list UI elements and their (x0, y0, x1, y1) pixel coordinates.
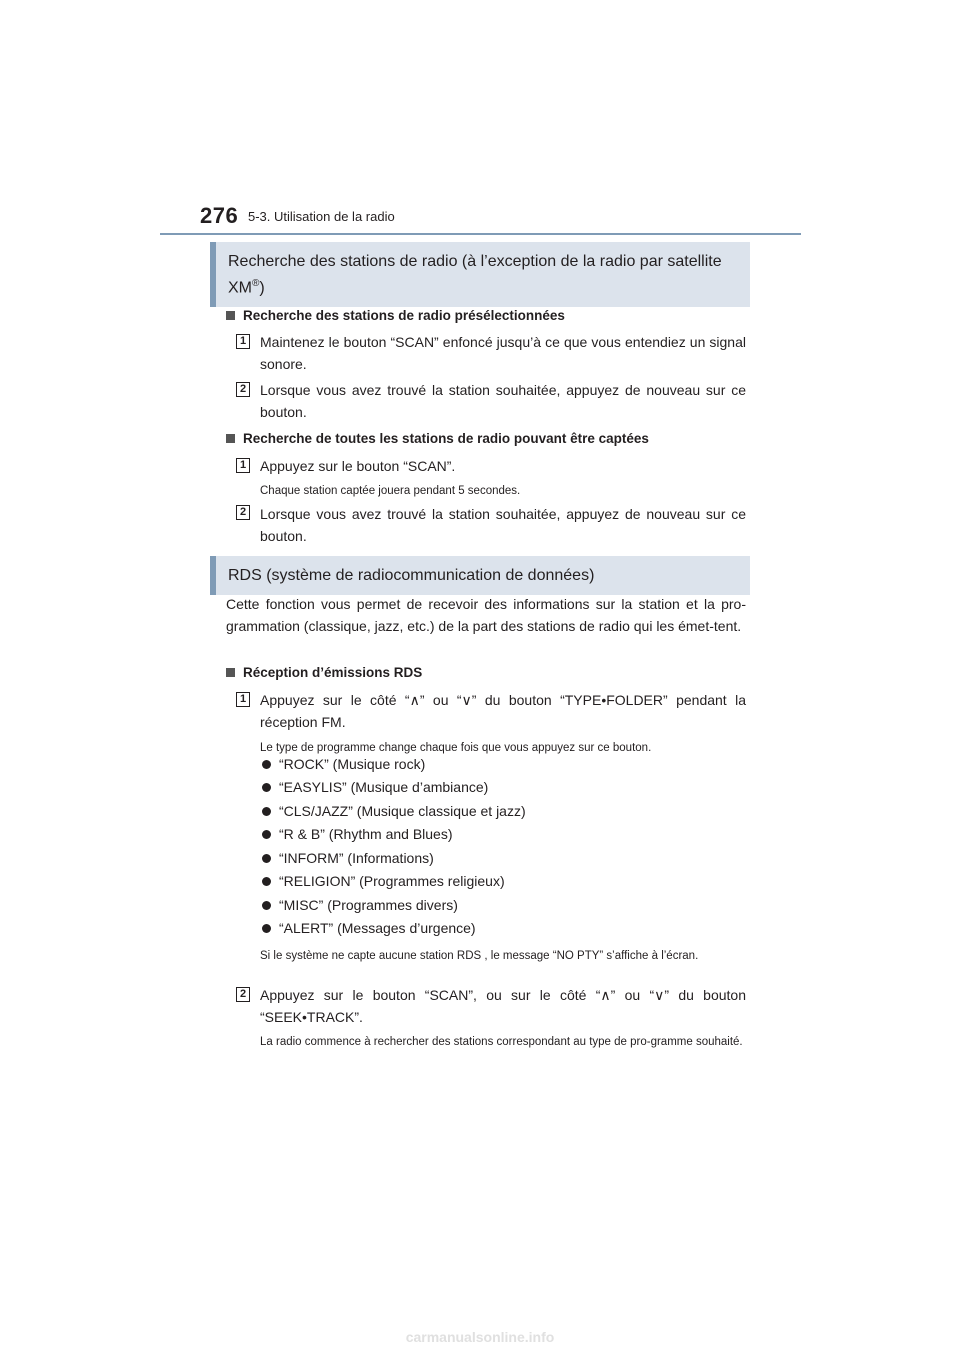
program-type-item: “INFORM” (Informations) (262, 850, 434, 866)
step-note: Chaque station captée jouera pendant 5 secondes. (260, 485, 521, 497)
no-pty-note: Si le système ne capte aucune station RDS , le message “NO PTY” s’affiche à l’écran. (260, 950, 699, 962)
section-heading-line1: Recherche des stations de radio (à l’exception de la radio par satellite (228, 253, 722, 270)
subsection-title: Réception d’émissions RDS (243, 665, 423, 680)
registered-mark: ® (252, 278, 260, 289)
square-bullet-icon (226, 434, 235, 443)
section-heading-text: RDS (système de radiocommunication de données) (228, 567, 595, 584)
section-heading-close: ) (259, 279, 265, 297)
program-type-item: “EASYLIS” (Musique d’ambiance) (262, 779, 488, 795)
section-heading-rds (210, 556, 750, 595)
square-bullet-icon (226, 668, 235, 677)
section-heading-xm: XM (228, 279, 252, 297)
bullet-dot-icon (262, 807, 271, 816)
section-title: 5-3. Utilisation de la radio (248, 209, 395, 224)
step-number-badge: 2 (236, 987, 250, 1002)
watermark-logo: carmanualsonline.info (405, 1329, 555, 1345)
step-number-badge: 1 (236, 692, 250, 707)
bullet-dot-icon (262, 830, 271, 839)
bullet-dot-icon (262, 901, 271, 910)
subsection-preset-search (226, 308, 565, 323)
step-note: La radio commence à rechercher des stations correspondant au type de pro-gramme souhaité. (260, 1036, 743, 1048)
step-number-badge: 1 (236, 458, 250, 473)
step-number-badge: 1 (236, 334, 250, 349)
bullet-dot-icon (262, 760, 271, 769)
step-text: Lorsque vous avez trouvé la station souhaitée, appuyez de nouveau sur ce bouton. (260, 506, 746, 544)
page-number: 276 (200, 203, 239, 228)
program-type-item: “R & B” (Rhythm and Blues) (262, 826, 453, 842)
bullet-dot-icon (262, 854, 271, 863)
step-note: Le type de programme change chaque fois que vous appuyez sur ce bouton. (260, 742, 652, 754)
intro-paragraph: Cette fonction vous permet de recevoir des informations sur la station et la pro-grammation (classique, jazz, etc.) de la part des stations de radio qui les émet-tent. (226, 596, 746, 634)
header-divider (160, 233, 801, 235)
subsection-all-stations (226, 431, 649, 446)
bullet-dot-icon (262, 783, 271, 792)
step-text: Maintenez le bouton “SCAN” enfoncé jusqu’à ce que vous entendiez un signal sonore. (260, 334, 746, 372)
section-heading-search (210, 242, 750, 307)
step-text: Appuyez sur le bouton “SCAN”, ou sur le côté “∧” ou “∨” du bouton “SEEK•TRACK”. (260, 987, 746, 1025)
program-type-item: “MISC” (Programmes divers) (262, 897, 458, 913)
square-bullet-icon (226, 311, 235, 320)
step-text: Appuyez sur le côté “∧” ou “∨” du bouton “TYPE•FOLDER” pendant la réception FM. (260, 692, 746, 730)
step-text: Lorsque vous avez trouvé la station souhaitée, appuyez de nouveau sur ce bouton. (260, 382, 746, 420)
program-type-item: “ROCK” (Musique rock) (262, 756, 425, 772)
program-type-item: “ALERT” (Messages d’urgence) (262, 920, 476, 936)
subsection-title: Recherche des stations de radio présélectionnées (243, 308, 565, 323)
step-number-badge: 2 (236, 505, 250, 520)
program-type-item: “RELIGION” (Programmes religieux) (262, 873, 505, 889)
bullet-dot-icon (262, 877, 271, 886)
step-number-badge: 2 (236, 382, 250, 397)
subsection-title: Recherche de toutes les stations de radio pouvant être captées (243, 431, 649, 446)
step-text: Appuyez sur le bouton “SCAN”. (260, 458, 456, 474)
bullet-dot-icon (262, 924, 271, 933)
program-type-item: “CLS/JAZZ” (Musique classique et jazz) (262, 803, 526, 819)
subsection-rds-reception (226, 665, 422, 680)
